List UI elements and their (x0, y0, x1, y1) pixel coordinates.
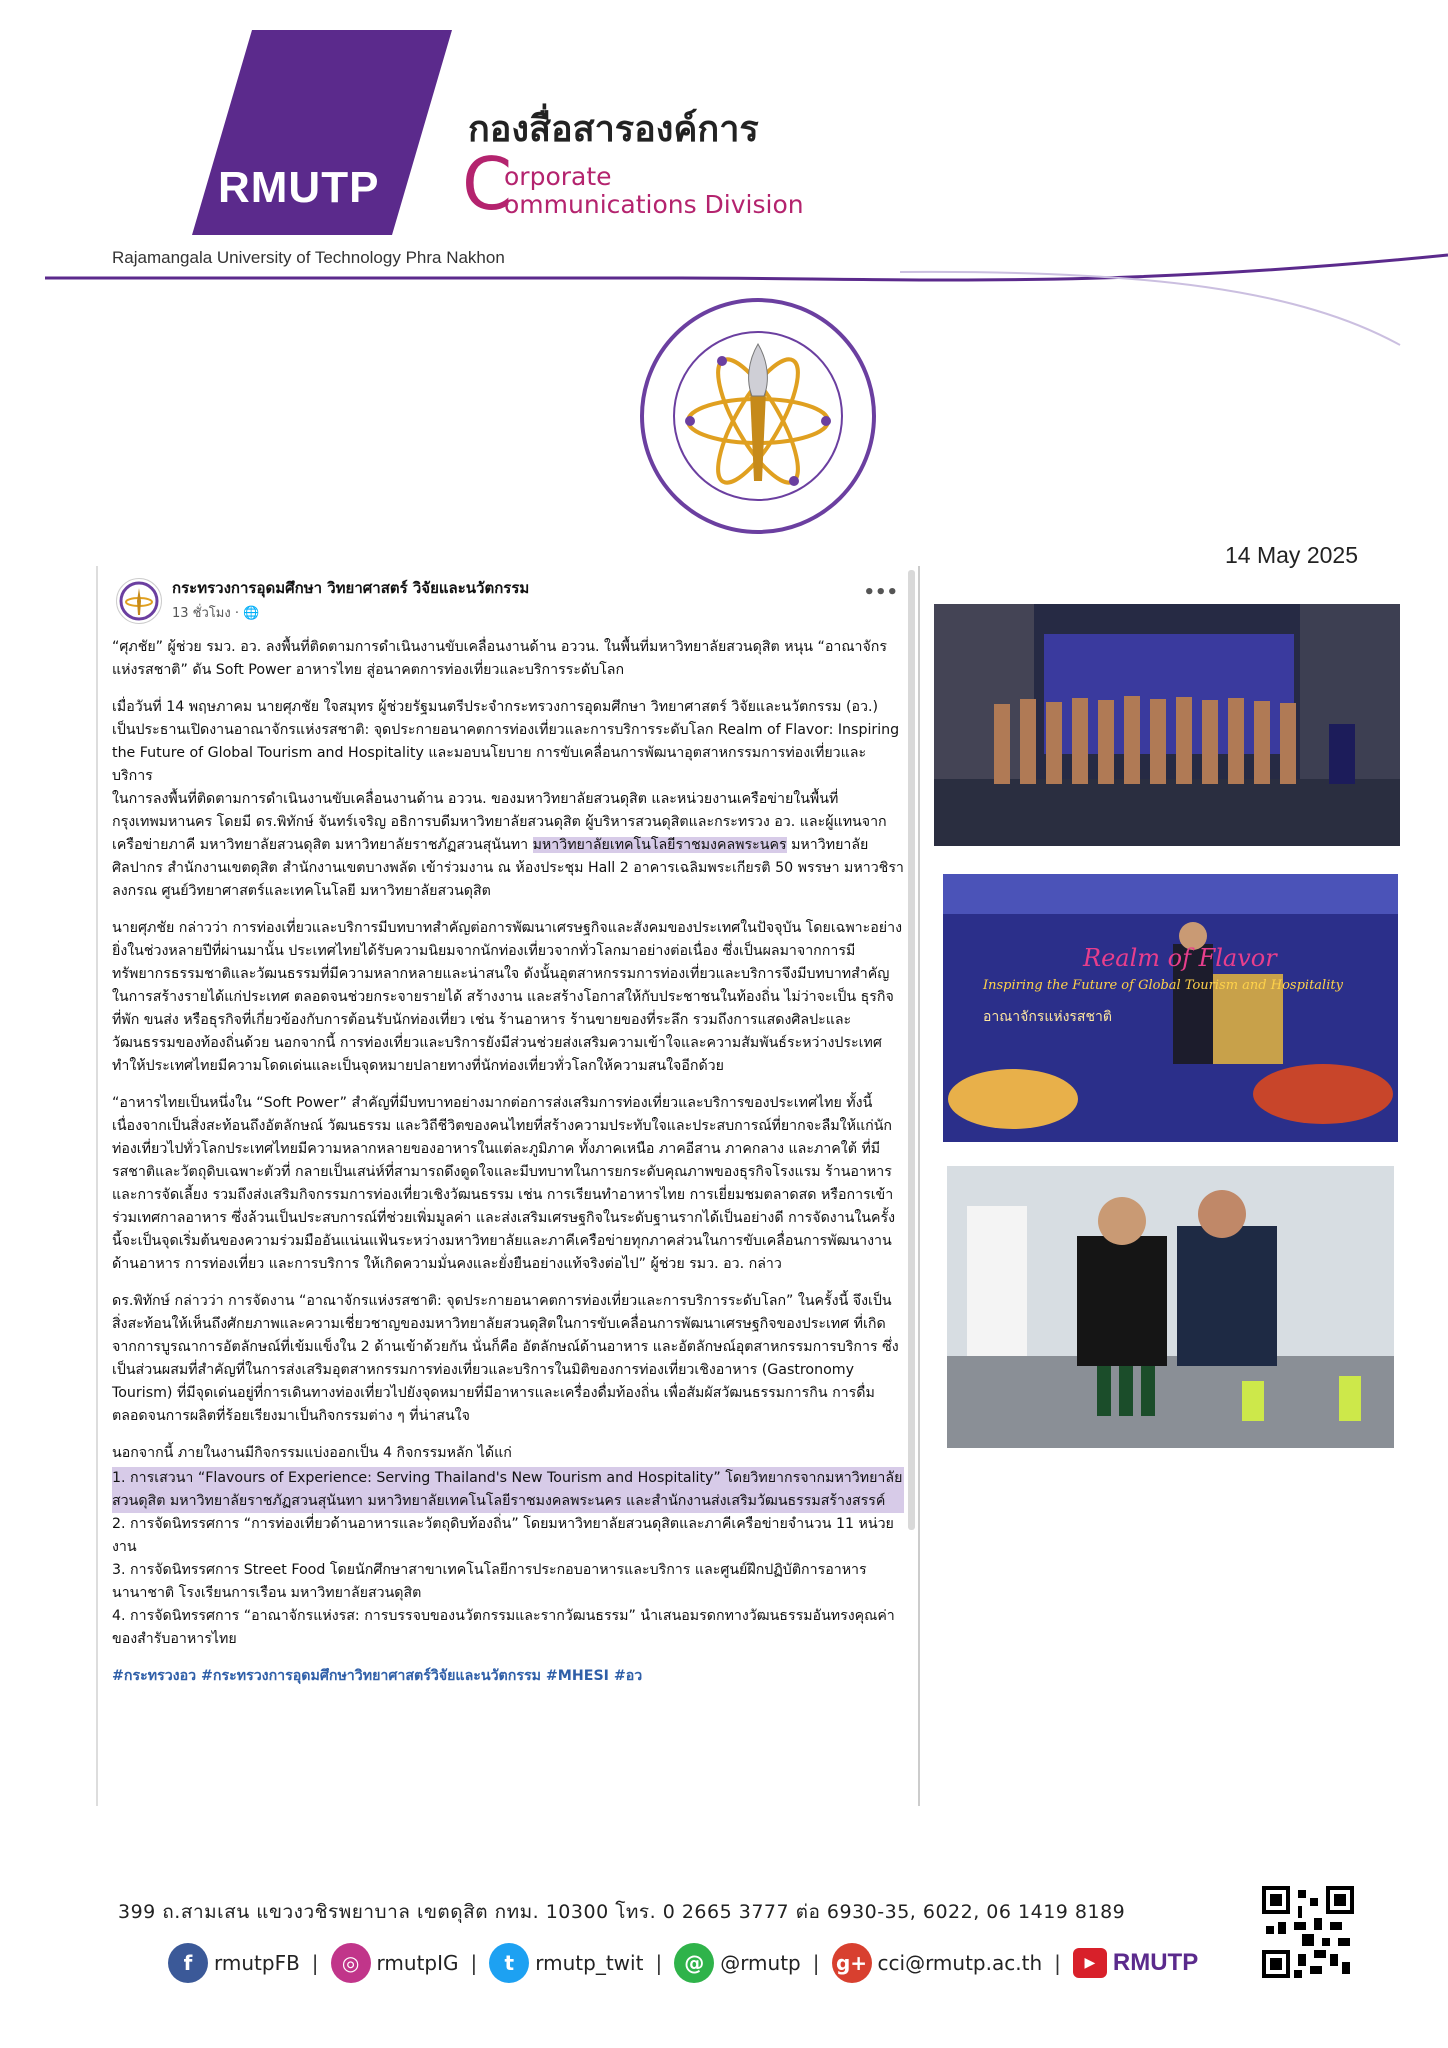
separator: | (311, 1951, 319, 1975)
activity-item-2: 2. การจัดนิทรรศการ “การท่องเที่ยวด้านอาหารและวัตถุดิบท้องถิ่น” โดยมหาวิทยาลัยสวนดุสิตและภาคีเครือข่ายจำนวน 11 หน่วยงาน (112, 1516, 894, 1555)
instagram-link[interactable] (331, 1943, 459, 1983)
facebook-handle: rmutpFB (214, 1951, 300, 1975)
rmutp-logo-text: RMUTP (218, 163, 380, 212)
line-handle: @rmutp (720, 1951, 801, 1975)
division-initial-c: C (462, 142, 513, 226)
ministry-avatar-icon (117, 579, 161, 623)
post-more-options-icon[interactable]: ••• (863, 582, 898, 603)
post-paragraph-4: ดร.พิทักษ์ กล่าวว่า การจัดงาน “อาณาจักรแห่งรสชาติ: จุดประกายอนาคตการท่องเที่ยวและการบริการระดับโลก” ในครั้งนี้ จึงเป็นสิ่งสะท้อนให้เห็นถึงศักยภาพและความเชี่ยวชาญของมหาวิทยาลัยสวนดุสิตในการขับเคลื่อนการพัฒนาเศรษฐกิจของประเทศ ที่เกิดจากการบูรณาการอัตลักษณ์ที่เข้มแข็งใน 2 ด้านเข้าด้วยกัน นั่นก็คือ อัตลักษณ์ด้านอาหาร และอัตลักษณ์อุตสาหกรรมการบริการ ซึ่งเป็นส่วนผสมที่สำคัญที่ในการส่งเสริมอุตสาหกรรมการท่องเที่ยวและบริการในมิติของการท่องเที่ยวเชิงอาหาร (Gastronomy Tourism) ที่มีจุดเด่นอยู่ที่การเดินทางท่องเที่ยวไปยังจุดหมายที่มีอาหารและเครื่องดื่มท้องถิ่น เพื่อสัมผัสวัฒนธรรมการกิน การดื่ม ตลอดจนการผลิตที่ร้อยเรียงมาเป็นกิจกรรมต่าง ๆ ที่น่าสนใจ (112, 1293, 899, 1424)
instagram-icon: ◎ (331, 1943, 371, 1983)
post-timestamp[interactable] (172, 602, 259, 623)
post-paragraph-1b-pre: ในการลงพื้นที่ติดตามการดำเนินงานขับเคลื่อนงานด้าน อววน. ของมหาวิทยาลัยสวนดุสิต และหน่วยงานเครือข่ายในพื้นที่กรุงเทพมหานคร โดยมี ดร.พิทักษ์ จันทร์เจริญ อธิการบดีมหาวิทยาลัยสวนดุสิต ผู้บริหารสวนดุสิตและกระทรวง อว. และผู้แทนจากเครือข่ายภาคี มหาวิทยาลัยสวนดุสิต มหาวิทยาลัยราชภัฏสวนสุนันทา (112, 791, 887, 853)
division-en-line2: ommunications Division (504, 190, 804, 219)
globe-icon: 🌐 (243, 606, 260, 621)
youtube-icon: ▶ (1073, 1948, 1107, 1978)
post-paragraph-5: นอกจากนี้ ภายในงานมีกิจกรรมแบ่งออกเป็น 4 กิจกรรมหลัก ได้แก่ (112, 1445, 512, 1461)
footer-social-links (168, 1940, 1198, 1986)
ministry-seal-logo (638, 296, 878, 536)
google-plus-icon: g+ (832, 1943, 872, 1983)
separator: | (655, 1951, 663, 1975)
publication-date: 14 May 2025 (1225, 542, 1358, 568)
email-address: cci@rmutp.ac.th (877, 1951, 1043, 1975)
youtube-link[interactable] (1073, 1948, 1198, 1978)
qr-code[interactable] (1262, 1886, 1354, 1978)
activity-item-4: 4. การจัดนิทรรศการ “อาณาจักรแห่งรส: การบรรจบของนวัตกรรมและรากวัฒนธรรม” นำเสนอมรดกทางวัฒนธรรมอันทรงคุณค่าของสำรับอาหารไทย (112, 1608, 895, 1647)
event-photo-cocktail-demo (947, 1166, 1394, 1448)
facebook-post (96, 566, 920, 1806)
twitter-icon: t (489, 1943, 529, 1983)
post-body (112, 636, 904, 1688)
footer-address: 399 ถ.สามเสน แขวงวชิรพยาบาล เขตดุสิต กทม. 10300 โทร. 0 2665 3777 ต่อ 6930-35, 6022, 06 1419 8189 (118, 1901, 1126, 1923)
separator: | (1054, 1951, 1061, 1975)
post-scrollbar[interactable] (908, 570, 915, 1530)
facebook-icon: f (168, 1943, 208, 1983)
post-author-name[interactable]: กระทรวงการอุดมศึกษา วิทยาศาสตร์ วิจัยและนวัตกรรม (172, 579, 530, 597)
post-paragraph-2: นายศุภชัย กล่าวว่า การท่องเที่ยวและบริการมีบทบาทสำคัญต่อการพัฒนาเศรษฐกิจและสังคมของประเทศในปัจจุบัน โดยเฉพาะอย่างยิ่งในช่วงหลายปีที่ผ่านมานั้น ประเทศไทยได้รับความนิยมจากนักท่องเที่ยวจากทั่วโลกมาอย่างต่อเนื่อง ซึ่งเป็นผลมาจากการมีทรัพยากรธรรมชาติและวัฒนธรรมที่มีความหลากหลายและน่าสนใจ ดังนั้นอุตสาหกรรมการท่องเที่ยวและบริการจึงมีบทบาทสำคัญในการสร้างรายได้แก่ประเทศ ตลอดจนช่วยกระจายรายได้ สร้างงาน และสร้างโอกาสให้กับประชาชนในท้องถิ่น ไม่ว่าจะเป็น ธุรกิจที่พัก ขนส่ง หรือธุรกิจที่เกี่ยวข้องกับการต้อนรับนักท่องเที่ยว เช่น ร้านอาหาร ร้านขายของที่ระลึก รวมถึงการแสดงศิลปะและวัฒนธรรมของท้องถิ่นด้วย นอกจากนี้ การท่องเที่ยวและบริการยังมีส่วนช่วยส่งเสริมความเข้าใจและความสัมพันธ์ระหว่างประเทศ ทำให้ประเทศไทยมีความโดดเด่นและเป็นจุดหมายปลายทางที่นักท่องเที่ยวทั่วโลกให้ความสนใจอีกด้วย (112, 920, 902, 1074)
post-paragraph-3: “อาหารไทยเป็นหนึ่งใน “Soft Power” สำคัญที่มีบทบาทอย่างมากต่อการส่งเสริมการท่องเที่ยวและบริการของประเทศไทย ทั้งนี้ เนื่องจากเป็นสิ่งสะท้อนถึงอัตลักษณ์ วัฒนธรรม และวิถีชีวิตของคนไทยที่สร้างความประทับใจและประสบการณ์ที่ยากจะลืมให้แก่นักท่องเที่ยวไปทั่วโลกประเทศไทยมีความหลากหลายของอาหารในแต่ละภูมิภาค ทั้งภาคเหนือ ภาคอีสาน ภาคกลาง และภาคใต้ ที่มีรสชาติและวัตถุดิบเฉพาะตัวที่ กลายเป็นเสน่ห์ที่สามารถดึงดูดใจและมีบทบาทในการยกระดับคุณภาพของธุรกิจโรงแรม ร้านอาหาร และการจัดเลี้ยง รวมถึงส่งเสริมกิจกรรมการท่องเที่ยวเชิงวัฒนธรรม เช่น การเรียนทำอาหารไทย การเยี่ยมชมตลาดสด หรือการเข้าร่วมเทศกาลอาหาร ซึ่งล้วนเป็นประสบการณ์ที่ช่วยเพิ่มมูลค่า และส่งเสริมเศรษฐกิจในระดับฐานรากได้เป็นอย่างดี การจัดงานในครั้งนี้จะเป็นจุดเริ่มต้นของความร่วมมืออันแน่นแฟ้นระหว่างมหาวิทยาลัยและภาคีเครือข่ายทุกภาคส่วนในการขับเคลื่อนการพัฒนางานด้านอาหาร การท่องเที่ยว และการบริการ ให้เกิดความมั่นคงและยั่งยืนอย่างแท้จริงต่อไป” ผู้ช่วย รมว. อว. กล่าว (112, 1095, 896, 1272)
separator: | (812, 1951, 820, 1975)
email-link[interactable] (832, 1943, 1043, 1983)
youtube-channel: RMUTP (1112, 1949, 1199, 1976)
division-title-thai: กองสื่อสารองค์การ (468, 109, 759, 150)
cocktail-demo-scene (947, 1166, 1394, 1448)
banner-title: Realm of Flavor (1083, 944, 1277, 972)
post-paragraph-1b (112, 788, 904, 903)
university-name: Rajamangala University of Technology Phra Nakhon (112, 248, 505, 267)
division-en-line1: orporate (504, 162, 612, 191)
activity-item-3: 3. การจัดนิทรรศการ Street Food โดยนักศึกษาสาขาเทคโนโลยีการประกอบอาหารและบริการ และศูนย์ฝึกปฏิบัติการอาหารนานาชาติ โรงเรียนการเรือน มหาวิทยาลัยสวนดุสิต (112, 1562, 867, 1601)
separator: | (470, 1951, 478, 1975)
twitter-link[interactable] (489, 1943, 643, 1983)
event-photo-speaker-podium (943, 874, 1398, 1142)
instagram-handle: rmutpIG (376, 1951, 459, 1975)
banner-subtitle: Inspiring the Future of Global Tourism and Hospitality (983, 978, 1343, 993)
group-stage-scene (934, 604, 1400, 846)
line-link[interactable] (674, 1943, 801, 1983)
post-intro: “ศุภชัย” ผู้ช่วย รมว. อว. ลงพื้นที่ติดตามการดำเนินงานขับเคลื่อนงานด้าน อววน. ในพื้นที่มหาวิทยาลัยสวนดุสิต หนุน “อาณาจักรแห่งรสชาติ” ดัน Soft Power อาหารไทย สู่อนาคตการท่องเที่ยวและบริการระดับโลก (112, 639, 887, 678)
facebook-link[interactable] (168, 1943, 300, 1983)
post-avatar[interactable] (116, 578, 162, 624)
activity-item-1: 1. การเสวนา “Flavours of Experience: Serving Thailand's New Tourism and Hospitality” โดยวิทยากรจากมหาวิทยาลัยสวนดุสิต มหาวิทยาลัยราชภัฏสวนสุนันทา มหาวิทยาลัยเทคโนโลยีราชมงคลพระนคร และสำนักงานส่งเสริมวัฒนธรรมสร้างสรรค์ (112, 1467, 904, 1513)
twitter-handle: rmutp_twit (535, 1951, 644, 1975)
event-photo-group-stage (934, 604, 1400, 846)
banner-thai-title: อาณาจักรแห่งรสชาติ (983, 1009, 1112, 1025)
post-hashtags[interactable]: #กระทรวงอว #กระทรวงการอุดมศึกษาวิทยาศาสตร์วิจัยและนวัตกรรม #MHESI #อว (112, 1668, 643, 1684)
highlighted-rmutp-name: มหาวิทยาลัยเทคโนโลยีราชมงคลพระนคร (532, 837, 787, 853)
line-icon: @ (674, 1943, 714, 1983)
post-time-text: 13 ชั่วโมง · (172, 606, 239, 621)
post-paragraph-1a: เมื่อวันที่ 14 พฤษภาคม นายศุภชัย ใจสมุทร ผู้ช่วยรัฐมนตรีประจำกระทรวงการอุดมศึกษา วิทยาศาสตร์ วิจัยและนวัตกรรม (อว.) เป็นประธานเปิดงานอาณาจักรแห่งรสชาติ: จุดประกายอนาคตการท่องเที่ยวและการบริการระดับโลก Realm of Flavor: Inspiring the Future of Global Tourism and Hospitality และมอบนโยบาย การขับเคลื่อนการพัฒนาอุตสาหกรรมการท่องเที่ยวและบริการ (112, 699, 900, 784)
post-paragraph-1b-post: มหาวิทยาลัยศิลปากร สำนักงานเขตดุสิต สำนักงานเขตบางพลัด เข้าร่วมงาน ณ ห้องประชุม Hall 2 อาคารเฉลิมพระเกียรติ 50 พรรษา มหาวชิราลงกรณ ศูนย์วิทยาศาสตร์และเทคโนโลยี มหาวิทยาลัยสวนดุสิต (112, 837, 904, 899)
